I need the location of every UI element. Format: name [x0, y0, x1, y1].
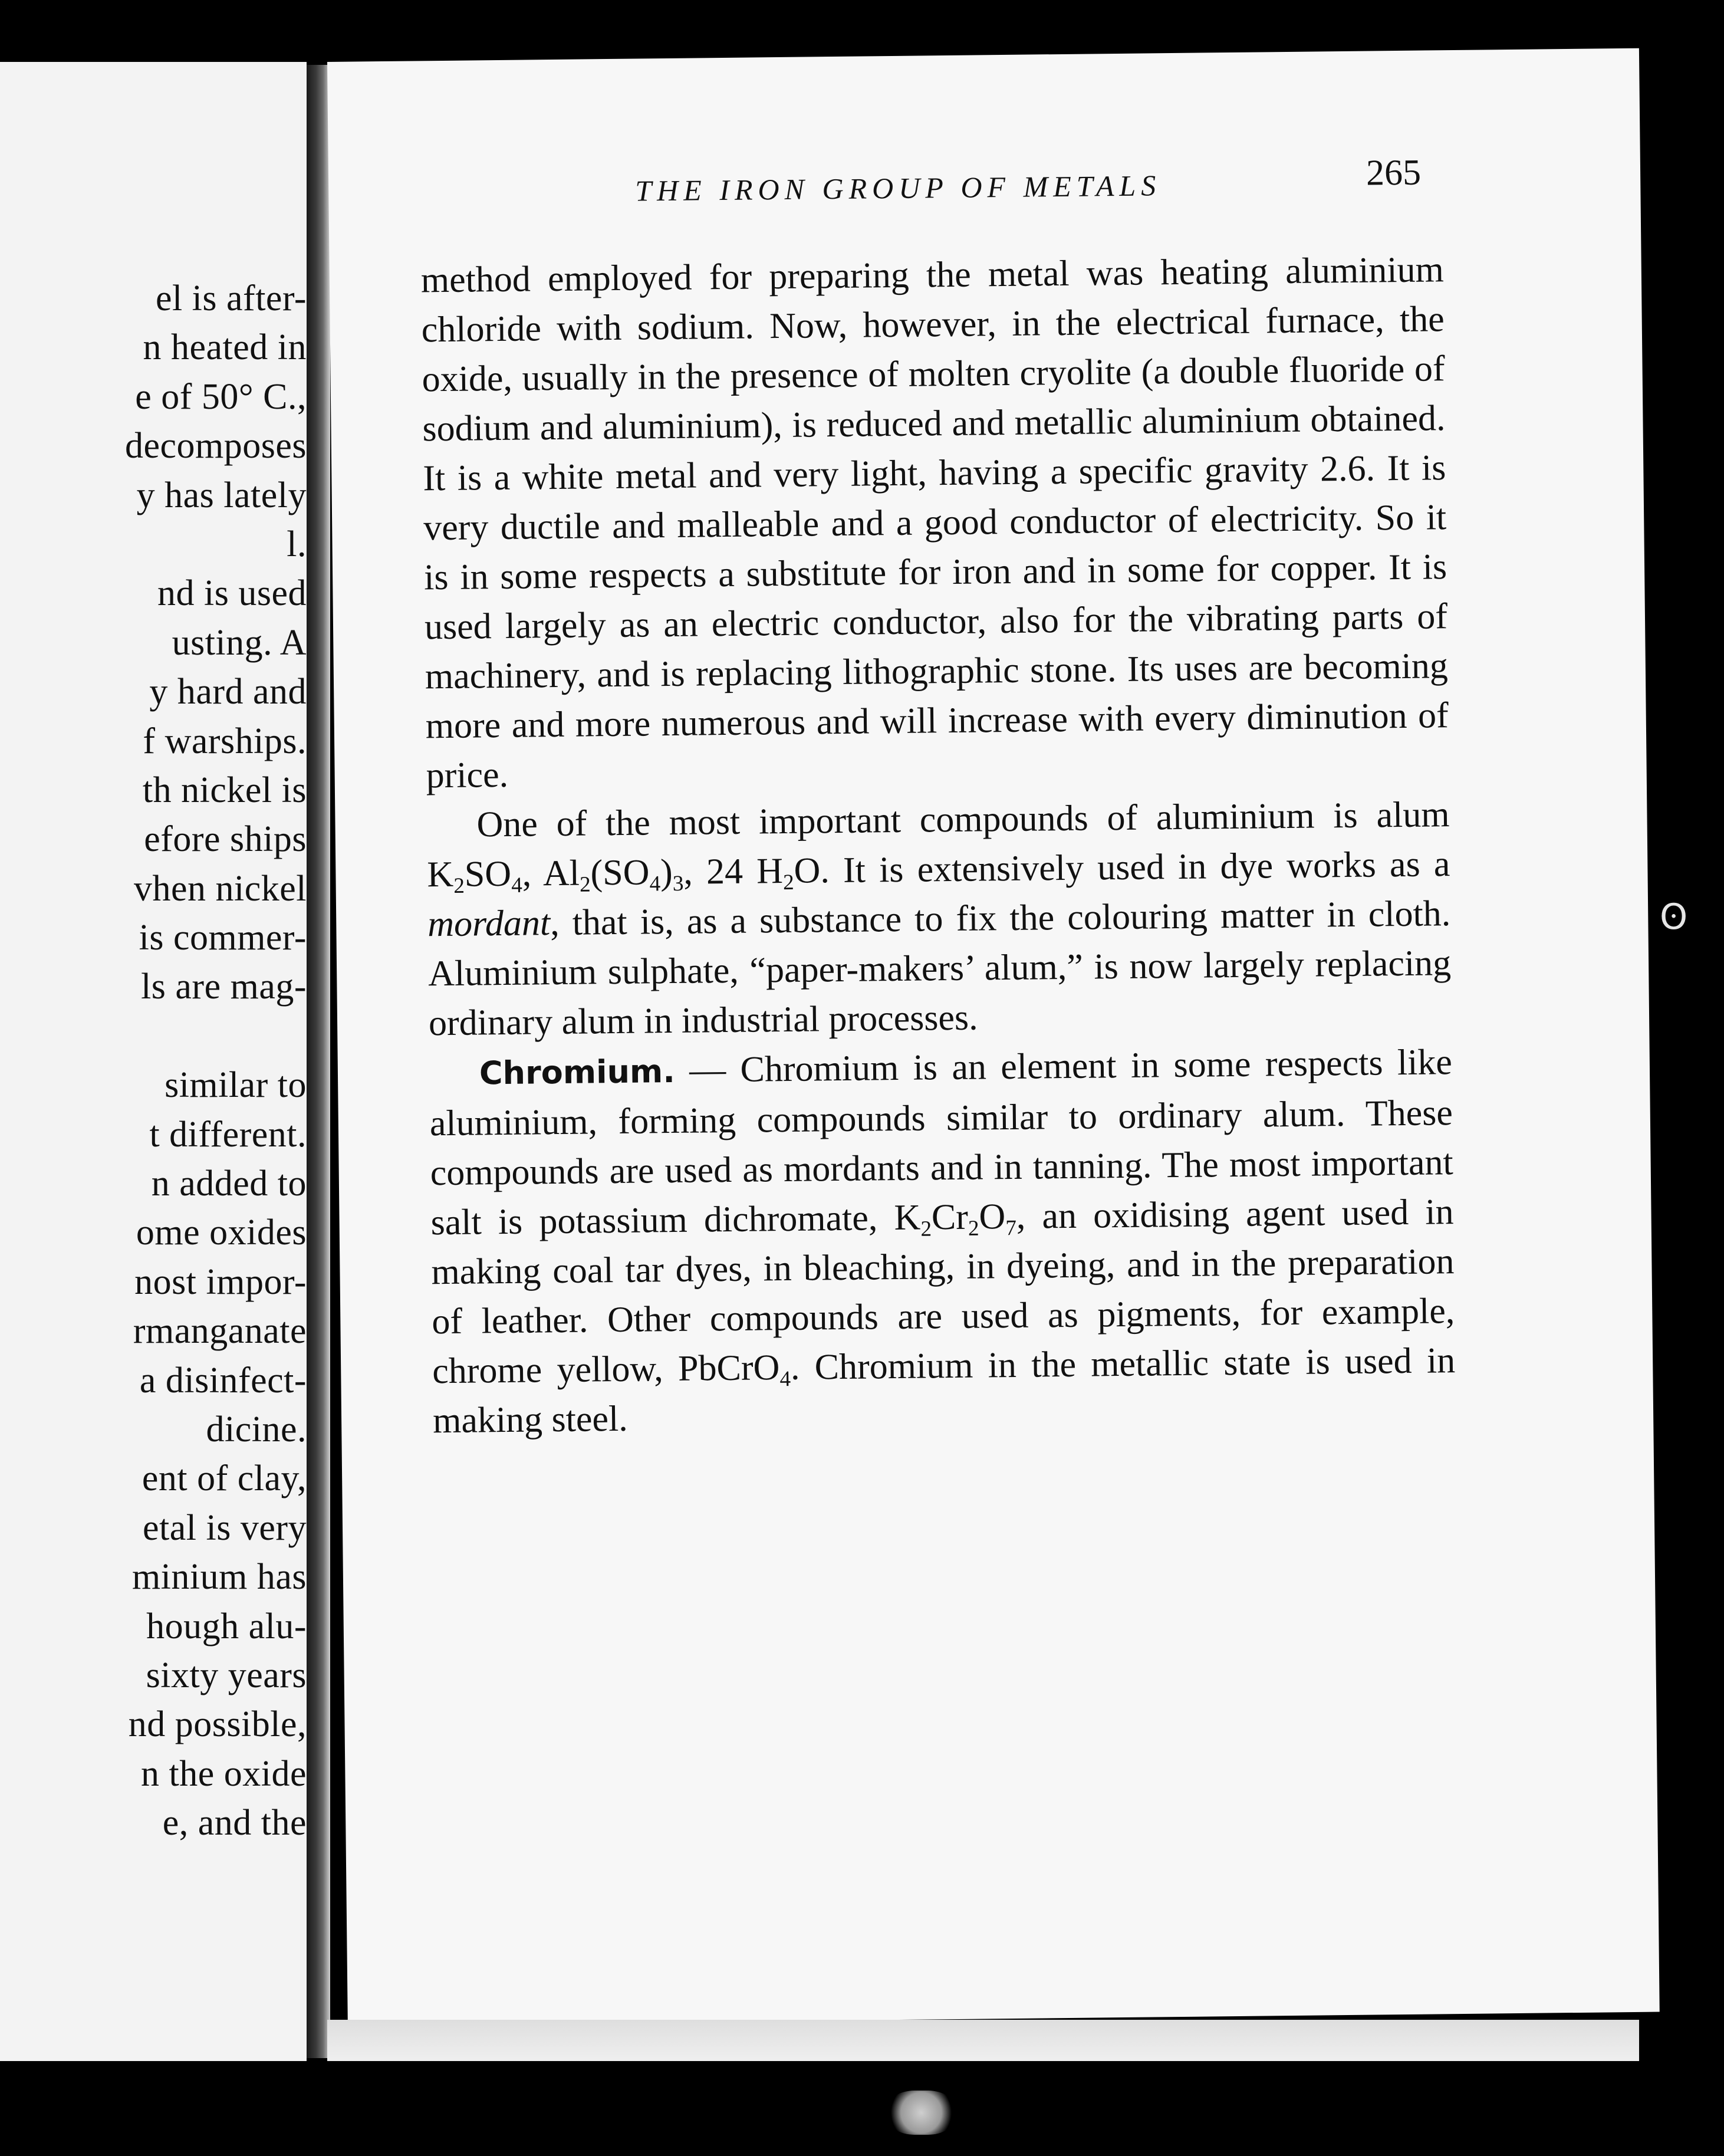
- left-line: a disinfect-: [139, 1360, 307, 1401]
- scan-smudge: [887, 2091, 955, 2135]
- page-number: 265: [1366, 152, 1422, 193]
- left-line: hough alu-: [146, 1606, 307, 1646]
- left-line: th nickel is: [142, 770, 307, 810]
- running-head: THE IRON GROUP OF METALS: [635, 169, 1162, 208]
- left-line: y has lately: [136, 475, 307, 515]
- left-line: y hard and: [149, 672, 307, 712]
- right-page: [327, 48, 1660, 2026]
- left-line: rmanganate: [133, 1311, 307, 1352]
- page-bottom-edge: [327, 2020, 1639, 2061]
- section-heading-chromium: Chromium.: [479, 1052, 676, 1092]
- left-line: vhen nickel: [133, 868, 307, 909]
- chromium-text-a: Chromium is an element in some respects like aluminium, forming compounds similar to ordinary alum. These compounds are used as mordants and in tanning. The most important salt is potassium dichromate,: [429, 1042, 1454, 1243]
- left-line: ls are mag-: [141, 967, 307, 1007]
- left-line: ent of clay,: [142, 1458, 307, 1499]
- left-line: etal is very: [142, 1507, 307, 1548]
- alum-intro: One of the most important compounds of aluminium is alum: [476, 794, 1450, 845]
- edge-mark: ʘ: [1660, 896, 1688, 938]
- book-gutter: [307, 65, 330, 2058]
- left-page-text: [0, 274, 307, 1848]
- left-line: nost impor-: [134, 1261, 307, 1302]
- chromium-text-c: . Chromium in the metallic state is used in making steel.: [432, 1340, 1456, 1441]
- paragraph-chromium: [429, 1037, 1456, 1445]
- left-line: t different.: [149, 1114, 307, 1155]
- left-line: decomposes: [124, 426, 307, 466]
- left-line: dicine.: [206, 1409, 307, 1450]
- chromium-text-b: , an oxidising agent used in making coal tar dyes, in bleaching, in dyeing, and in the preparation of leather. Other compounds are used as pigments, for example, chrome yellow,: [431, 1192, 1455, 1392]
- alum-formula: $K_2SO_4$, $Al_2(SO_4)_3$, 24 $H_2O$.: [427, 850, 830, 898]
- left-line: l.: [287, 524, 307, 564]
- left-line: is commer-: [139, 918, 307, 958]
- left-line: n the oxide: [141, 1753, 307, 1794]
- left-line: efore ships: [144, 819, 307, 860]
- left-line: ome oxides: [136, 1212, 307, 1253]
- left-line: n added to: [151, 1164, 307, 1204]
- left-line: nd possible,: [128, 1704, 307, 1745]
- left-line: sixty years: [146, 1655, 307, 1695]
- page-body: [420, 245, 1456, 1445]
- left-page-fragment: [0, 62, 307, 2061]
- left-line: minium has: [131, 1557, 307, 1598]
- chrome-yellow-formula: PbCrO$_4$: [677, 1348, 791, 1392]
- left-line: similar to: [164, 1065, 307, 1106]
- left-line: el is after-: [155, 278, 307, 318]
- left-line: nd is used: [157, 573, 307, 614]
- left-line: e of 50° C.,: [135, 376, 307, 417]
- left-line-blank: [0, 1012, 307, 1061]
- paragraph-aluminium-method: method employed for preparing the metal was heating aluminium chloride with sodium. Now, however, in the electrical furnace, the oxide, usually in the presence of molten cryolite (a double fluoride of sodium and aluminium), is reduced and metallic aluminium obtained. It is a white metal and very light, having a specific gravity 2.6. It is very ductile and malleable and a good conductor of electricity. So it is in some respects a substitute for iron and in some for copper. It is used largely as an electric conductor, also for the vibrating parts of machinery, and is replacing lithographic stone. Its uses are becoming more and more numerous and will increase with every diminution of price.: [420, 249, 1449, 796]
- mordant-term: mordant: [427, 903, 551, 945]
- heading-dash: —: [675, 1049, 741, 1090]
- alum-text-a: It is extensively used in dye works as a: [829, 844, 1450, 891]
- dichromate-formula: $K_2Cr_2O_7$: [894, 1197, 1017, 1241]
- paragraph-alum: [426, 790, 1452, 1048]
- left-line: n heated in: [143, 327, 307, 368]
- left-line: usting. A: [172, 622, 307, 663]
- left-line: f warships.: [143, 721, 307, 761]
- alum-text-b: , that is, as a substance to fix the colouring matter in cloth. Aluminium sulphate, “paper-makers’ alum,” is now largely replacing ordinary alum in industrial processes.: [427, 893, 1452, 1044]
- left-line: e, and the: [162, 1803, 307, 1843]
